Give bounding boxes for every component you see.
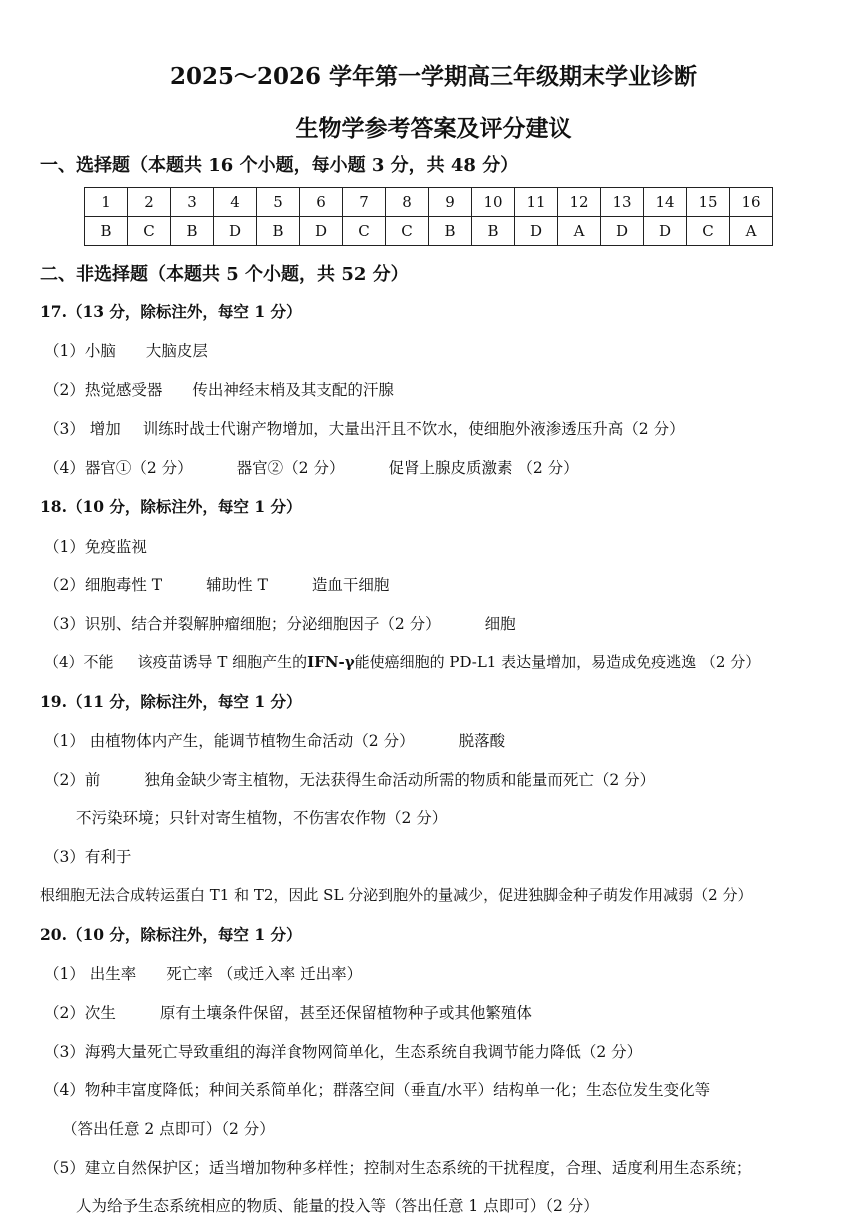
answer-text: （2）细胞毒性 T	[44, 576, 163, 594]
table-cell: 9	[429, 188, 472, 217]
answer-text: （1）小脑	[44, 342, 116, 360]
table-cell: B	[472, 217, 515, 246]
answer-text: （2）前	[44, 771, 101, 789]
answer-text: （3）识别、结合并裂解肿瘤细胞；分泌细胞因子（2 分）	[44, 615, 441, 633]
answer-text: 能使癌细胞的 PD-L1 表达量增加，易造成免疫逃逸 （2 分）	[354, 653, 761, 671]
answer-table-answer-row	[85, 217, 773, 246]
table-cell: B	[429, 217, 472, 246]
q20-line1	[44, 962, 362, 984]
page-title: 2025～2026 学年第一学期高三年级期末学业诊断	[169, 63, 698, 90]
table-cell: B	[171, 217, 214, 246]
table-cell: 5	[257, 188, 300, 217]
answer-text: （4）不能	[44, 653, 114, 671]
answer-text-bold: IFN-γ	[307, 653, 355, 671]
answer-table	[84, 187, 773, 246]
q19-line2b: 不污染环境；只针对寄生植物，不伤害农作物（2 分）	[76, 809, 448, 827]
answer-text: 独角金缺少寄主植物，无法获得生命活动所需的物质和能量而死亡（2 分）	[144, 771, 656, 789]
table-cell: A	[730, 217, 773, 246]
q18-line2	[44, 573, 389, 595]
q19-header: 19.（11 分，除标注外，每空 1 分）	[40, 692, 302, 711]
table-cell: 8	[386, 188, 429, 217]
table-cell: 13	[601, 188, 644, 217]
q20-line4b: （答出任意 2 点即可）（2 分）	[62, 1120, 275, 1138]
q17-line2	[44, 378, 394, 400]
table-cell: 3	[171, 188, 214, 217]
q19-line1	[44, 729, 505, 751]
table-cell: D	[214, 217, 257, 246]
q18-line4	[44, 651, 760, 672]
answer-text: 训练时战士代谢产物增加，大量出汗且不饮水，使细胞外液渗透压升高（2 分）	[142, 420, 685, 438]
table-cell: 4	[214, 188, 257, 217]
q20-line5b: 人为给予生态系统相应的物质、能量的投入等（答出任意 1 点即可）（2 分）	[76, 1197, 599, 1215]
table-cell: C	[128, 217, 171, 246]
answer-text: （1） 出生率	[44, 965, 137, 983]
q17-line3	[44, 417, 685, 439]
table-cell: 7	[343, 188, 386, 217]
table-cell: C	[687, 217, 730, 246]
answer-text: 该疫苗诱导 T 细胞产生的	[137, 653, 308, 671]
answer-text: 造血干细胞	[311, 576, 390, 594]
q17-header: 17.（13 分，除标注外，每空 1 分）	[40, 302, 302, 321]
q20-line5: （5）建立自然保护区；适当增加物种多样性；控制对生态系统的干扰程度，合理、适度利用生态系统；	[44, 1159, 752, 1177]
answer-text: （4）器官①（2 分）	[44, 459, 193, 477]
answer-table-number-row	[85, 188, 773, 217]
table-cell: 1	[85, 188, 128, 217]
q17-line4	[44, 456, 579, 478]
answer-text: 原有土壤条件保留，甚至还保留植物种子或其他繁殖体	[159, 1004, 532, 1022]
q20-line2	[44, 1001, 532, 1023]
table-cell: C	[343, 217, 386, 246]
answer-text: （2）次生	[44, 1004, 116, 1022]
section1-heading: 一、选择题（本题共 16 个小题，每小题 3 分，共 48 分）	[40, 155, 519, 176]
answer-text: 促肾上腺皮质激素 （2 分）	[388, 459, 579, 477]
answer-text: 器官②（2 分）	[236, 459, 345, 477]
section2-heading: 二、非选择题（本题共 5 个小题，共 52 分）	[40, 264, 409, 285]
answer-text: 辅助性 T	[206, 576, 268, 594]
answer-text: （1） 由植物体内产生，能调节植物生命活动（2 分）	[44, 732, 415, 750]
page-subtitle: 生物学参考答案及评分建议	[295, 115, 572, 142]
answer-text: 细胞	[484, 615, 516, 633]
answer-text: 传出神经末梢及其支配的汗腺	[192, 381, 394, 399]
q19-line3: （3）有利于	[44, 848, 132, 866]
q19-line3b: 根细胞无法合成转运蛋白 T1 和 T2，因此 SL 分泌到胞外的量减少，促进独脚金种子萌发作用减弱（2 分）	[40, 886, 753, 904]
table-cell: A	[558, 217, 601, 246]
table-cell: 2	[128, 188, 171, 217]
table-cell: 12	[558, 188, 601, 217]
table-cell: D	[515, 217, 558, 246]
table-cell: C	[386, 217, 429, 246]
table-cell: D	[644, 217, 687, 246]
table-cell: 15	[687, 188, 730, 217]
table-cell: 14	[644, 188, 687, 217]
answer-text: 死亡率 （或迁入率 迁出率）	[166, 965, 363, 983]
q18-header: 18.（10 分，除标注外，每空 1 分）	[40, 497, 302, 516]
table-cell: B	[257, 217, 300, 246]
table-cell: B	[85, 217, 128, 246]
q20-line4: （4）物种丰富度降低；种间关系简单化；群落空间（垂直/水平）结构单一化；生态位发生变化等	[44, 1081, 711, 1099]
answer-text: 脱落酸	[458, 732, 506, 750]
table-cell: 11	[515, 188, 558, 217]
q18-line3	[44, 612, 516, 634]
q20-header: 20.（10 分，除标注外，每空 1 分）	[40, 925, 302, 944]
q17-line1	[44, 339, 208, 361]
table-cell: D	[300, 217, 343, 246]
q20-line3: （3）海鸦大量死亡导致重组的海洋食物网简单化，生态系统自我调节能力降低（2 分）	[44, 1043, 643, 1061]
table-cell: 6	[300, 188, 343, 217]
q18-line1: （1）免疫监视	[44, 538, 147, 556]
answer-text: （3） 增加	[44, 420, 121, 438]
table-cell: 10	[472, 188, 515, 217]
answer-text: 大脑皮层	[145, 342, 208, 360]
q19-line2	[44, 768, 655, 790]
table-cell: D	[601, 217, 644, 246]
table-cell: 16	[730, 188, 773, 217]
answer-text: （2）热觉感受器	[44, 381, 163, 399]
